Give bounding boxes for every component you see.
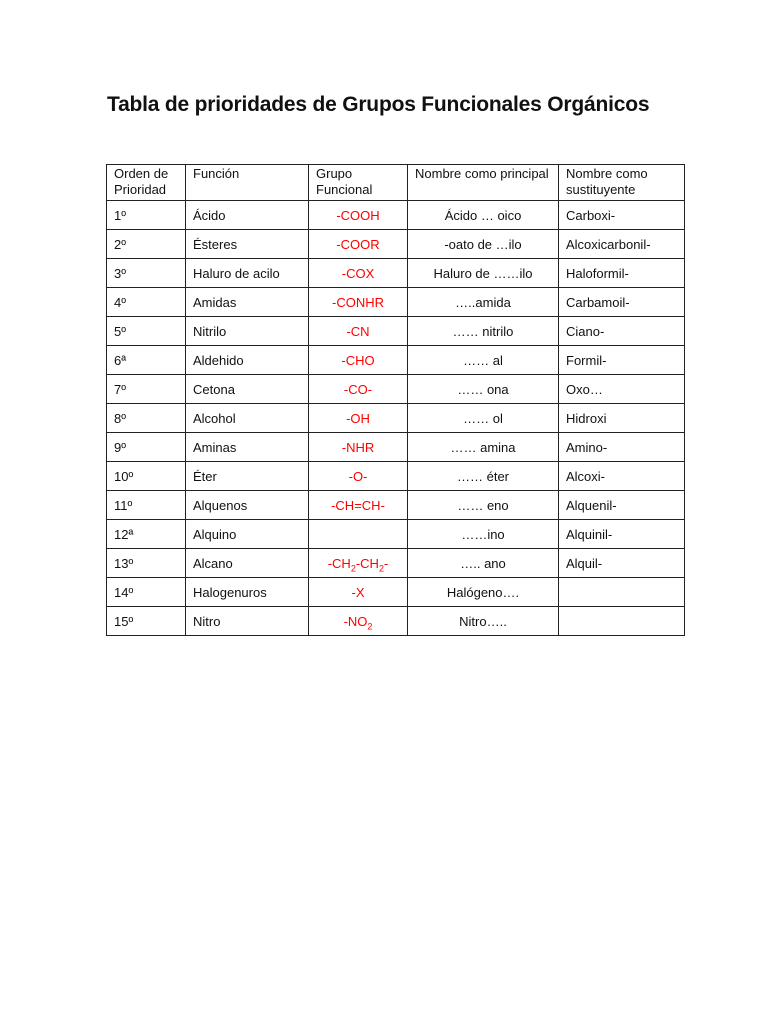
table-row — [107, 549, 685, 578]
cell-grupo: -X — [309, 578, 408, 607]
cell-orden: 8º — [107, 404, 186, 433]
cell-grupo: -CH=CH- — [309, 491, 408, 520]
table-row — [107, 491, 685, 520]
cell-principal: Ácido … oico — [408, 201, 559, 230]
cell-principal: …… éter — [408, 462, 559, 491]
table-row — [107, 375, 685, 404]
cell-funcion: Alquenos — [186, 491, 309, 520]
cell-principal: …… eno — [408, 491, 559, 520]
cell-sustituyente: Alquenil- — [559, 491, 685, 520]
cell-grupo: -CHO — [309, 346, 408, 375]
cell-orden: 15º — [107, 607, 186, 636]
cell-orden: 11º — [107, 491, 186, 520]
cell-funcion: Alquino — [186, 520, 309, 549]
cell-sustituyente — [559, 578, 685, 607]
document-title: Tabla de prioridades de Grupos Funcionales Orgánicos — [107, 93, 650, 116]
cell-funcion: Ácido — [186, 201, 309, 230]
table-header-row — [107, 165, 685, 201]
cell-sustituyente: Alcoxi- — [559, 462, 685, 491]
cell-orden: 12ª — [107, 520, 186, 549]
cell-grupo: -CO- — [309, 375, 408, 404]
cell-orden: 6ª — [107, 346, 186, 375]
cell-sustituyente: Carbamoil- — [559, 288, 685, 317]
table-row — [107, 607, 685, 636]
table-row — [107, 230, 685, 259]
cell-principal: …… nitrilo — [408, 317, 559, 346]
cell-principal: Halógeno…. — [408, 578, 559, 607]
cell-orden: 1º — [107, 201, 186, 230]
table-row — [107, 259, 685, 288]
table-row — [107, 462, 685, 491]
cell-orden: 9º — [107, 433, 186, 462]
cell-funcion: Haluro de acilo — [186, 259, 309, 288]
cell-sustituyente: Formil- — [559, 346, 685, 375]
cell-funcion: Aminas — [186, 433, 309, 462]
cell-grupo: -CONHR — [309, 288, 408, 317]
cell-orden: 7º — [107, 375, 186, 404]
cell-principal: …… amina — [408, 433, 559, 462]
cell-funcion: Aldehido — [186, 346, 309, 375]
table-row — [107, 288, 685, 317]
cell-grupo: -COOH — [309, 201, 408, 230]
table-row — [107, 520, 685, 549]
cell-sustituyente: Alcoxicarbonil- — [559, 230, 685, 259]
cell-sustituyente: Oxo… — [559, 375, 685, 404]
cell-funcion: Nitro — [186, 607, 309, 636]
table-body — [107, 201, 685, 636]
cell-funcion: Ésteres — [186, 230, 309, 259]
cell-funcion: Alcano — [186, 549, 309, 578]
cell-grupo: -NHR — [309, 433, 408, 462]
cell-principal: …… al — [408, 346, 559, 375]
cell-principal: …..amida — [408, 288, 559, 317]
cell-orden: 10º — [107, 462, 186, 491]
header-orden: Orden de Prioridad — [107, 165, 186, 201]
cell-grupo — [309, 520, 408, 549]
cell-sustituyente: Carboxi- — [559, 201, 685, 230]
header-grupo: Grupo Funcional — [309, 165, 408, 201]
cell-funcion: Halogenuros — [186, 578, 309, 607]
cell-sustituyente: Alquinil- — [559, 520, 685, 549]
cell-sustituyente: Ciano- — [559, 317, 685, 346]
cell-principal: Haluro de ……ilo — [408, 259, 559, 288]
header-sustituyente: Nombre como sustituyente — [559, 165, 685, 201]
cell-principal: ……ino — [408, 520, 559, 549]
cell-funcion: Alcohol — [186, 404, 309, 433]
cell-grupo: -COX — [309, 259, 408, 288]
cell-orden: 14º — [107, 578, 186, 607]
cell-principal: ….. ano — [408, 549, 559, 578]
cell-principal: Nitro….. — [408, 607, 559, 636]
cell-sustituyente: Hidroxi — [559, 404, 685, 433]
cell-sustituyente: Amino- — [559, 433, 685, 462]
cell-sustituyente — [559, 607, 685, 636]
cell-funcion: Éter — [186, 462, 309, 491]
cell-grupo: -O- — [309, 462, 408, 491]
cell-orden: 5º — [107, 317, 186, 346]
cell-grupo: -COOR — [309, 230, 408, 259]
cell-sustituyente: Haloformil- — [559, 259, 685, 288]
cell-orden: 13º — [107, 549, 186, 578]
header-funcion: Función — [186, 165, 309, 201]
cell-principal: …… ona — [408, 375, 559, 404]
cell-orden: 4º — [107, 288, 186, 317]
table-row — [107, 201, 685, 230]
cell-principal: …… ol — [408, 404, 559, 433]
cell-grupo: -OH — [309, 404, 408, 433]
table-row — [107, 317, 685, 346]
cell-grupo: -CN — [309, 317, 408, 346]
cell-orden: 3º — [107, 259, 186, 288]
cell-principal: -oato de …ilo — [408, 230, 559, 259]
cell-sustituyente: Alquil- — [559, 549, 685, 578]
cell-funcion: Amidas — [186, 288, 309, 317]
cell-funcion: Cetona — [186, 375, 309, 404]
table-row — [107, 433, 685, 462]
table-row — [107, 578, 685, 607]
cell-funcion: Nitrilo — [186, 317, 309, 346]
cell-orden: 2º — [107, 230, 186, 259]
table-row — [107, 404, 685, 433]
header-principal: Nombre como principal — [408, 165, 559, 201]
table-row — [107, 346, 685, 375]
cell-grupo: $-CH_2-CH_2-$ — [309, 549, 408, 578]
cell-grupo: $-NO_2$ — [309, 607, 408, 636]
priority-table — [106, 164, 685, 636]
